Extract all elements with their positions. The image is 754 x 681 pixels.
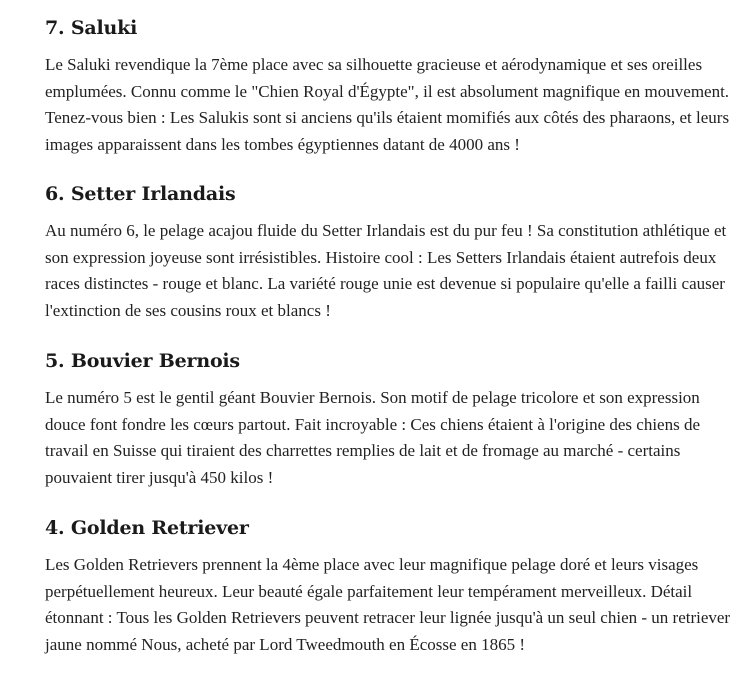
section-bouvier-bernois [45,348,735,491]
section-paragraph: Les Golden Retrievers prennent la 4ème place avec leur magnifique pelage doré et leurs visages perpétuellement heureux. Leur beauté égale parfaitement leur tempérament merveilleux. Détail étonnant : Tous les Golden Retrievers peuvent retracer leur lignée jusqu'à un seul chien - un retriever jaune nommé Nous, acheté par Lord Tweedmouth en Écosse en 1865 ! [45,555,731,654]
section-paragraph: Le Saluki revendique la 7ème place avec sa silhouette gracieuse et aérodynamique et ses oreilles emplumées. Connu comme le "Chien Royal d'Égypte", il est absolument magnifique en mouvement. Tenez-vous bien : Les Salukis sont si anciens qu'ils étaient momifiés aux côtés des pharaons, et leurs images apparaissent dans les tombes égyptiennes datant de 4000 ans ! [45,55,730,154]
section-golden-retriever [45,515,735,658]
article-body [45,0,735,658]
section-heading: 7. Saluki [45,17,138,39]
section-heading: 6. Setter Irlandais [45,183,236,205]
section-setter-irlandais [45,181,735,324]
section-saluki [45,15,735,158]
section-heading: 5. Bouvier Bernois [45,350,240,372]
section-paragraph: Au numéro 6, le pelage acajou fluide du Setter Irlandais est du pur feu ! Sa constitution athlétique et son expression joyeuse sont irrésistibles. Histoire cool : Les Setters Irlandais étaient autrefois deux races distinctes - rouge et blanc. La variété rouge unie est devenue si populaire qu'elle a failli causer l'extinction de ses cousins roux et blancs ! [45,221,727,320]
section-heading: 4. Golden Retriever [45,517,249,539]
section-paragraph: Le numéro 5 est le gentil géant Bouvier Bernois. Son motif de pelage tricolore et son expression douce font fondre les cœurs partout. Fait incroyable : Ces chiens étaient à l'origine des chiens de travail en Suisse qui tiraient des charrettes remplies de lait et de fromage au marché - certains pouvaient tirer jusqu'à 450 kilos ! [45,388,700,487]
